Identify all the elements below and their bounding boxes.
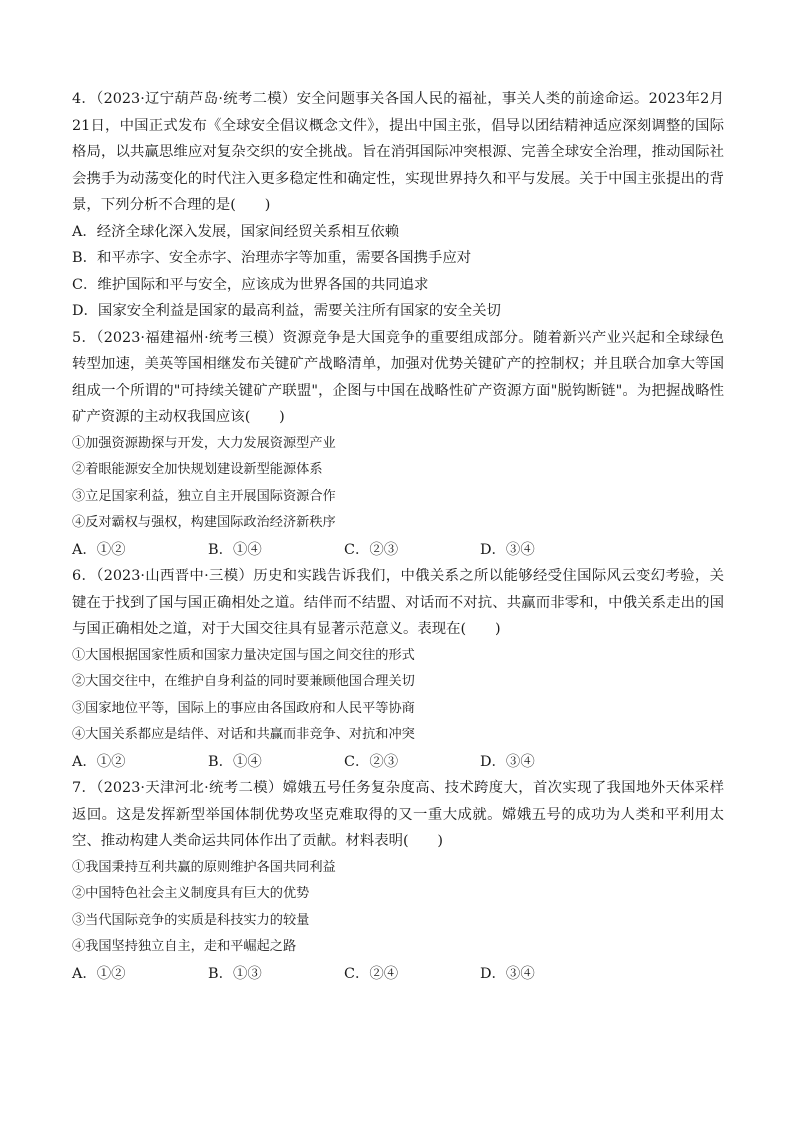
choice-d: D．③④ bbox=[480, 541, 535, 558]
statement-2: ②中国特色社会主义制度具有巨大的优势 bbox=[72, 886, 310, 901]
question-list bbox=[72, 86, 724, 987]
option-b: B．和平赤字、安全赤字、治理赤字等加重，需要各国携手应对 bbox=[72, 250, 472, 266]
statement-1: ①我国秉持互利共赢的原则维护各国共同利益 bbox=[72, 859, 336, 875]
choice-b: B．①④ bbox=[208, 753, 262, 770]
statement-2: ②着眼能源安全加快规划建设新型能源体系 bbox=[72, 462, 323, 477]
question-stem: 7．（2023·天津河北·统考二模）嫦娥五号任务复杂度高、技术跨度大，首次实现了我国地外天体采样返回。这是发挥新型举国体制优势攻坚克难取得的又一重大成就。嫦娥五号的成功为人类和平利用太空、推动构建人类命运共同体作出了贡献。材料表明( ) bbox=[72, 780, 724, 849]
question-stem: 4．（2023·辽宁葫芦岛·统考二模）安全问题事关各国人民的福祉，事关人类的前途命运。2023年2月21日，中国正式发布《全球安全倡议概念文件》，提出中国主张，倡导以团结精神适应深刻调整的国际格局，以共赢思维应对复杂交织的安全挑战。旨在消弭国际冲突根源、完善全球安全治理，推动国际社会携手为动荡变化的时代注入更多稳定性和确定性，实现世界持久和平与发展。关于中国主张提出的背景，下列分析不合理的是( ) bbox=[72, 91, 724, 213]
option-d: D．国家安全利益是国家的最高利益，需要关注所有国家的安全关切 bbox=[72, 303, 501, 319]
statement-4: ④大国关系都应是结伴、对话和共赢而非竞争、对抗和冲突 bbox=[72, 727, 415, 742]
option-c: C．维护国际和平与安全，应该成为世界各国的共同追求 bbox=[72, 276, 429, 293]
choice-a: A．①② bbox=[72, 965, 126, 982]
choice-a: A．①② bbox=[72, 541, 126, 558]
question-5 bbox=[72, 325, 724, 564]
question-7 bbox=[72, 775, 724, 987]
option-a: A．经济全球化深入发展，国家间经贸关系相互依赖 bbox=[72, 223, 399, 240]
choice-c: C．②③ bbox=[344, 753, 399, 770]
question-stem: 5．（2023·福建福州·统考三模）资源竞争是大国竞争的重要组成部分。随着新兴产业兴起和全球绿色转型加速，美英等国相继发布关键矿产战略清单，加强对优势关键矿产的控制权；并且联合加拿大等国组成一个所谓的"可持续关键矿产联盟"，企图与中国在战略性矿产资源方面"脱钩断链"。为把握战略性矿产资源的主动权我国应该( ) bbox=[72, 329, 724, 425]
choice-c: C．②③ bbox=[344, 541, 399, 558]
answer-choices bbox=[72, 537, 724, 564]
statement-3: ③国家地位平等，国际上的事应由各国政府和人民平等协商 bbox=[72, 700, 415, 716]
statement-3: ③立足国家利益，独立自主开展国际资源合作 bbox=[72, 488, 336, 504]
statement-2: ②大国交往中，在维护自身利益的同时要兼顾他国合理关切 bbox=[72, 674, 415, 689]
statement-4: ④反对霸权与强权，构建国际政治经济新秩序 bbox=[72, 515, 336, 530]
statement-1: ①加强资源勘探与开发，大力发展资源型产业 bbox=[72, 435, 336, 451]
choice-d: D．③④ bbox=[480, 965, 535, 982]
choice-b: B．①③ bbox=[208, 965, 262, 982]
choice-a: A．①② bbox=[72, 753, 126, 770]
question-stem: 6．（2023·山西晋中·三模）历史和实践告诉我们，中俄关系之所以能够经受住国际风云变幻考验，关键在于找到了国与国正确相处之道。结伴而不结盟、对话而不对抗、共赢而非零和，中俄关系走出的国与国正确相处之道，对于大国交往具有显著示范意义。表现在( ) bbox=[72, 568, 724, 637]
statement-1: ①大国根据国家性质和国家力量决定国与国之间交往的形式 bbox=[72, 647, 415, 663]
statement-3: ③当代国际竞争的实质是科技实力的较量 bbox=[72, 912, 310, 928]
choice-b: B．①④ bbox=[208, 541, 262, 558]
question-4 bbox=[72, 86, 724, 325]
choice-c: C．②④ bbox=[344, 965, 399, 982]
question-6 bbox=[72, 563, 724, 775]
answer-choices bbox=[72, 961, 724, 988]
answer-choices bbox=[72, 749, 724, 776]
choice-d: D．③④ bbox=[480, 753, 535, 770]
statement-4: ④我国坚持独立自主，走和平崛起之路 bbox=[72, 939, 297, 954]
